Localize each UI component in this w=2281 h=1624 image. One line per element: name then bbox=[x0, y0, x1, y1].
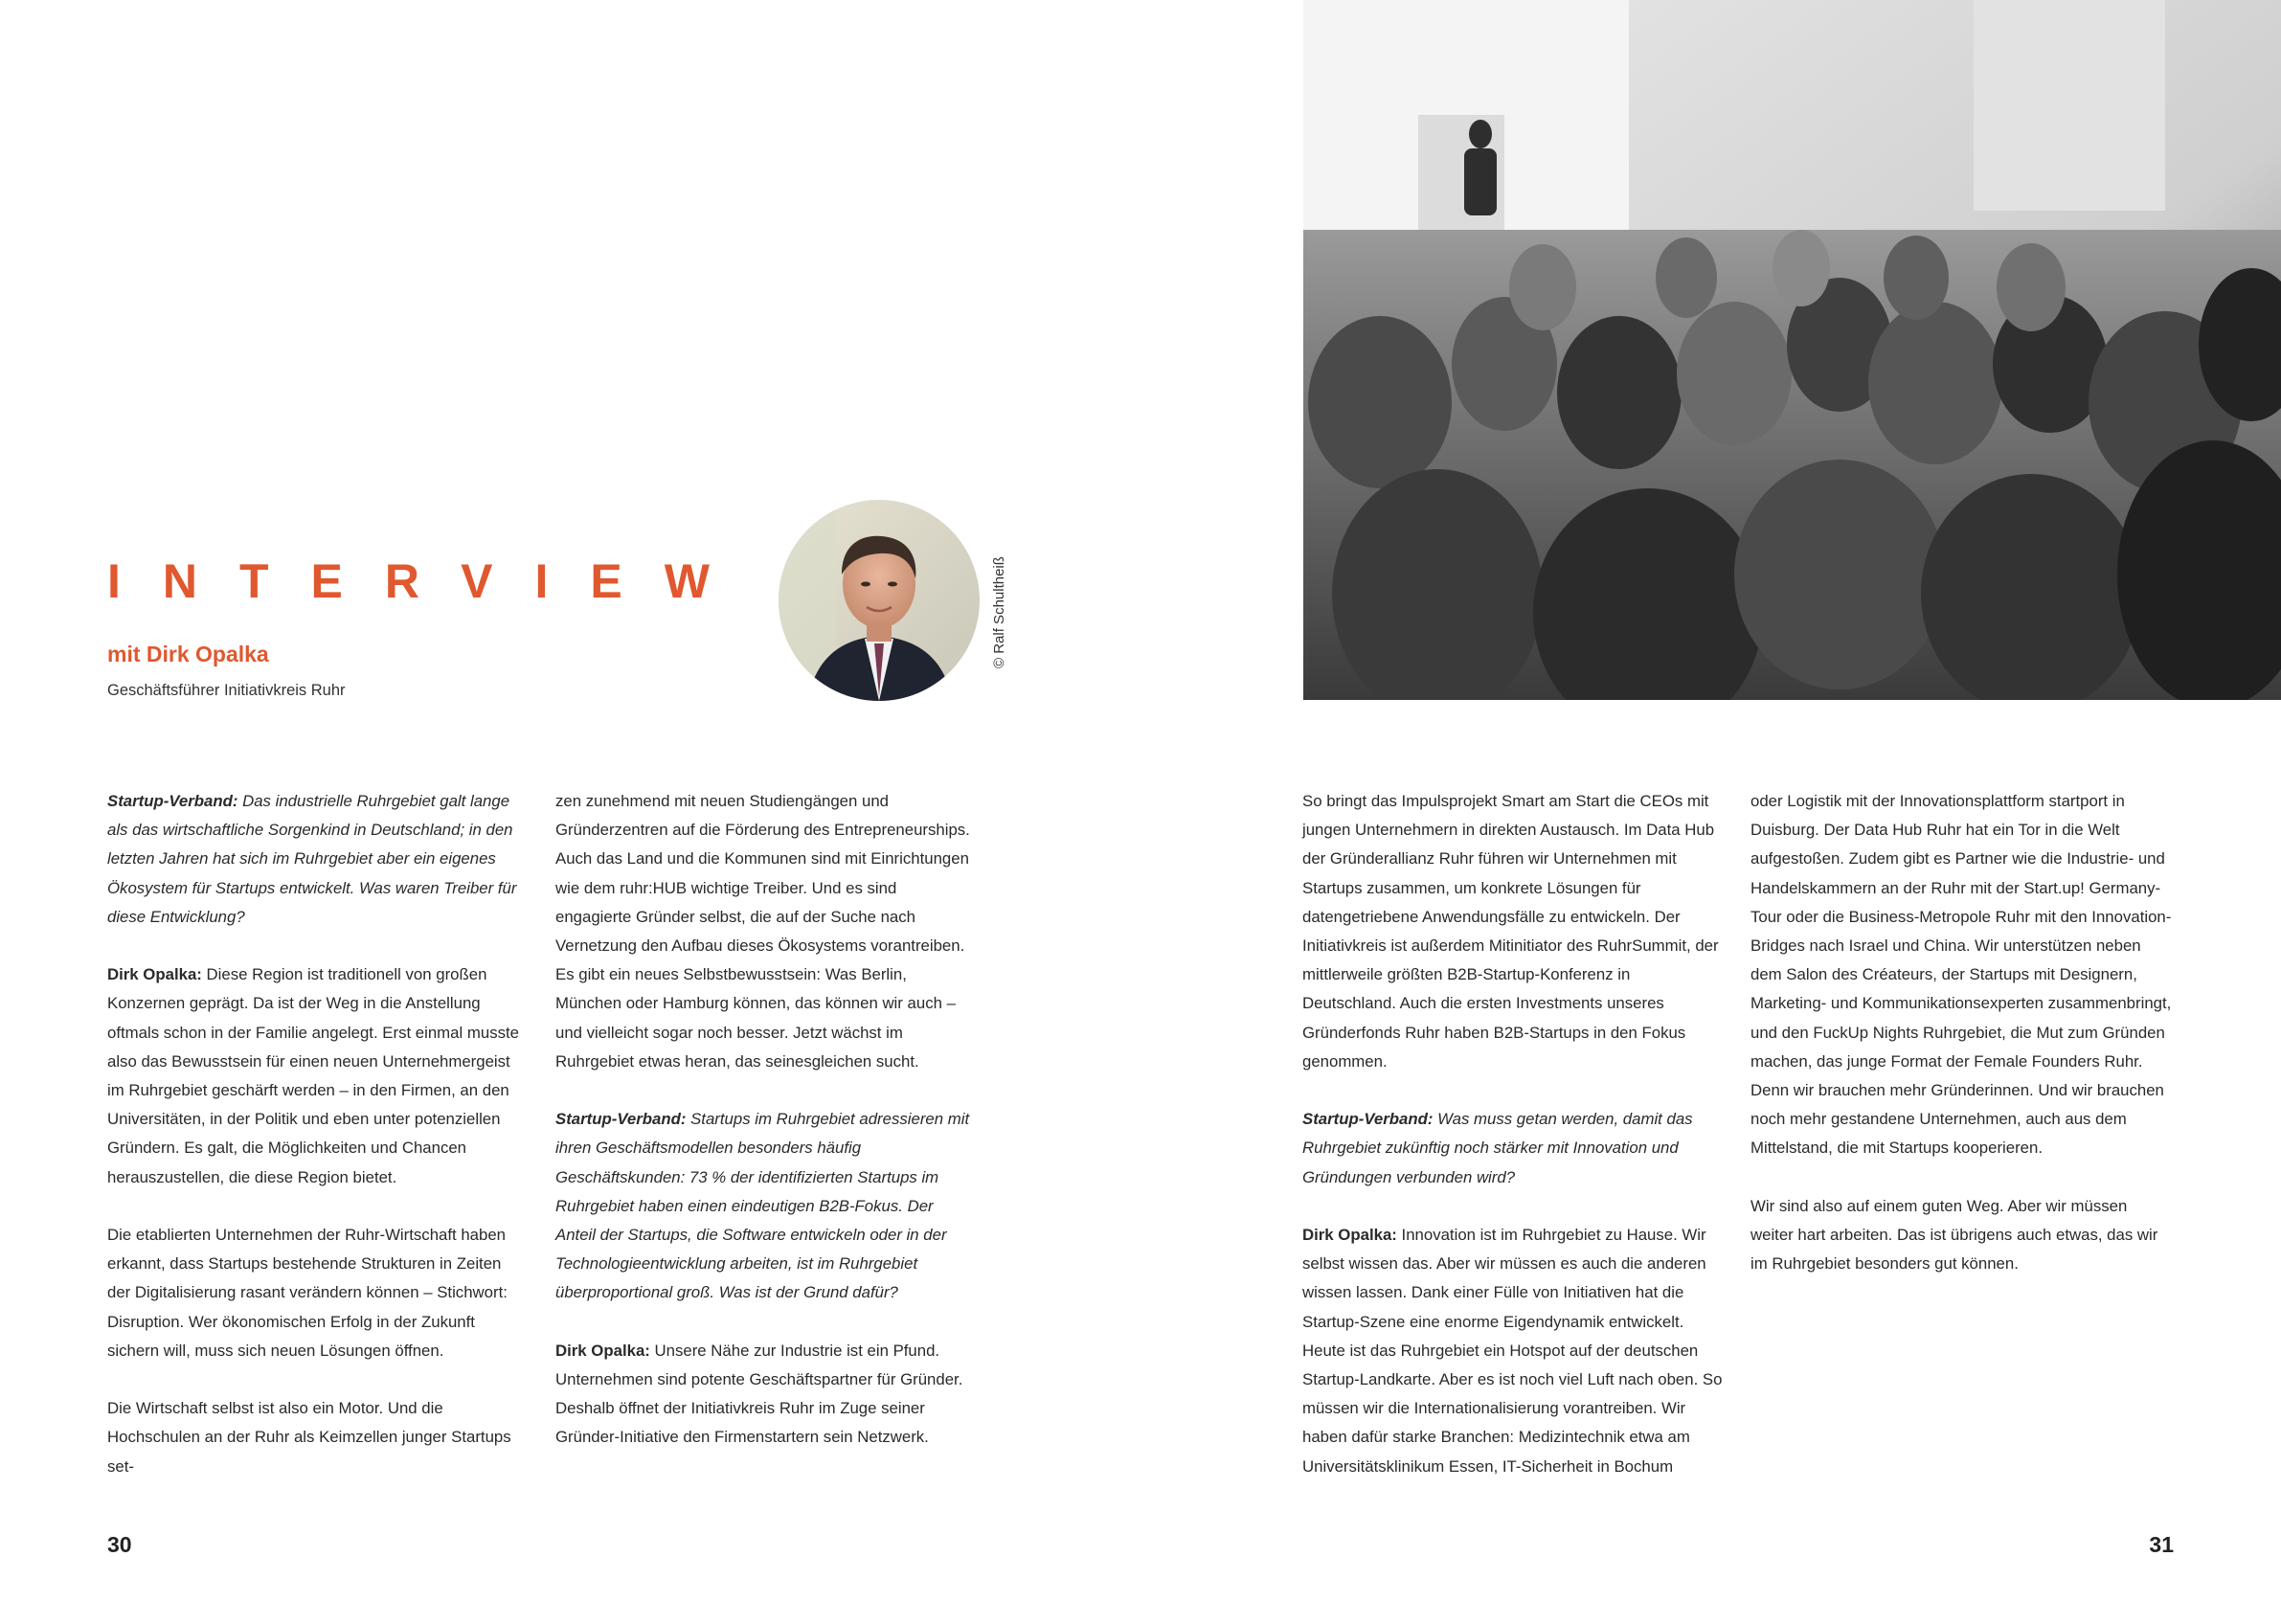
speaker-label: Startup-Verband: bbox=[555, 1110, 687, 1129]
paragraph-text: Diese Region ist traditionell von großen Konzernen geprägt. Da ist der Weg in die Anstellung oftmals schon in der Familie angelegt. Erst einmal musste also das Bewusstsein für einen neuen Unternehmergeist im Ruhrgebiet geschärft werden – in den Firmen, an den Universitäten, in der Politik und eben unter potenziellen Gründern. Es galt, die Möglichkeiten und Chancen herauszustellen, die diese Region bietet. bbox=[107, 965, 519, 1186]
speaker-label: Dirk Opalka: bbox=[1302, 1226, 1397, 1245]
text-column-1 bbox=[107, 787, 529, 1510]
speaker-label: Startup-Verband: bbox=[107, 792, 238, 810]
left-page bbox=[0, 0, 1140, 1624]
answer-paragraph bbox=[1302, 1221, 1724, 1481]
speaker-label: Dirk Opalka: bbox=[107, 965, 202, 984]
text-column-4 bbox=[1750, 787, 2172, 1308]
question-paragraph bbox=[555, 1105, 977, 1307]
audience-photo bbox=[1303, 0, 2281, 700]
answer-paragraph: zen zunehmend mit neuen Studiengängen und Gründerzentren auf die Förderung des Entrepreneurships. Auch das Land und die Kommunen sind mit Einrichtungen wie dem ruhr:HUB wichtige Treiber. Und es sind engagierte Gründer selbst, die auf der Suche nach Vernetzung den Aufbau dieses Ökosystems vorantreiben. Es gibt ein neues Selbstbewusstsein: Was Berlin, München oder Hamburg können, das können wir auch – und vielleicht sogar noch besser. Jetzt wächst im Ruhrgebiet etwas heran, das seinesgleichen sucht. bbox=[555, 792, 970, 1071]
answer-paragraph: Wir sind also auf einem guten Weg. Aber wir müssen weiter hart arbeiten. Das ist übrigens auch etwas, das wir im Ruhrgebiet besonders gut können. bbox=[1750, 1196, 2158, 1274]
answer-paragraph: Die etablierten Unternehmen der Ruhr-Wirtschaft haben erkannt, dass Startups bestehende Strukturen in Zeiten der Digitalisierung rasant verändern können – Stichwort: Disruption. Wer ökonomischen Erfolg in der Zukunft sichern will, muss sich neuen Lösungen öffnen. bbox=[107, 1226, 508, 1360]
text-column-2 bbox=[555, 787, 977, 1481]
paragraph-text: Startups im Ruhrgebiet adressieren mit ihren Geschäftsmodellen besonders häufig Geschäftskunden: 73 % der identifizierten Startups im Ruhrgebiet haben einen eindeutigen B2B-Fokus. Der Anteil der Startups, die Software entwickeln oder in der Technologieentwicklung arbeiten, ist im Ruhrgebiet überproportional groß. Was ist der Grund dafür? bbox=[555, 1110, 970, 1302]
page-number-right: 31 bbox=[2149, 1532, 2174, 1557]
text-column-3 bbox=[1302, 787, 1724, 1510]
interviewee-name: mit Dirk Opalka bbox=[107, 642, 269, 666]
photo-credit: © Ralf Schultheiß bbox=[991, 556, 1007, 668]
page-number-left: 30 bbox=[107, 1532, 132, 1557]
question-paragraph bbox=[1302, 1105, 1724, 1192]
question-paragraph bbox=[107, 787, 529, 932]
interview-title: INTERVIEW bbox=[107, 554, 752, 608]
paragraph-text: Innovation ist im Ruhrgebiet zu Hause. Wir selbst wissen das. Aber wir müssen es auch die anderen wissen lassen. Dank einer Fülle von Initiativen hat die Startup-Szene eine enorme Eigendynamik entwickelt. Heute ist das Ruhrgebiet ein Hotspot auf der deutschen Startup-Landkarte. Aber es ist noch viel Luft nach oben. So müssen wir die Internationalisierung vorantreiben. Wir haben dafür starke Branchen: Medizintechnik etwa am Universitätsklinikum Essen, IT-Sicherheit in Bochum bbox=[1302, 1226, 1723, 1476]
paragraph-text: Das industrielle Ruhrgebiet galt lange als das wirtschaftliche Sorgenkind in Deutschland; in den letzten Jahren hat sich im Ruhrgebiet aber ein eigenes Ökosystem für Startups entwickelt. Was waren Treiber für diese Entwicklung? bbox=[107, 792, 517, 926]
answer-paragraph bbox=[107, 960, 529, 1192]
right-page bbox=[1140, 0, 2281, 1624]
answer-paragraph: So bringt das Impulsprojekt Smart am Start die CEOs mit jungen Unternehmern in direkten Austausch. Im Data Hub der Gründerallianz Ruhr führen wir Unternehmen mit Startups zusammen, um konkrete Lösungen für datengetriebene Anwendungsfälle zu entwickeln. Der Initiativkreis ist außerdem Mitinitiator des RuhrSummit, der mittlerweile größten B2B-Startup-Konferenz in Deutschland. Auch die ersten Investments unseres Gründerfonds Ruhr haben B2B-Startups in den Fokus genommen. bbox=[1302, 792, 1719, 1071]
paragraph-text: Was muss getan werden, damit das Ruhrgebiet zukünftig noch stärker mit Innovation und Gründungen verbunden wird? bbox=[1302, 1110, 1693, 1186]
interviewee-role: Geschäftsführer Initiativkreis Ruhr bbox=[107, 682, 346, 699]
answer-paragraph bbox=[555, 1337, 977, 1453]
paragraph-text: Unsere Nähe zur Industrie ist ein Pfund. Unternehmen sind potente Geschäftspartner für Gründer. Deshalb öffnet der Initiativkreis Ruhr im Zuge seiner Gründer-Initiative den Firmenstartern sein Netzwerk. bbox=[555, 1341, 963, 1447]
answer-paragraph: Die Wirtschaft selbst ist also ein Motor. Und die Hochschulen an der Ruhr als Keimzellen junger Startups set- bbox=[107, 1399, 511, 1476]
speaker-label: Startup-Verband: bbox=[1302, 1110, 1434, 1129]
answer-paragraph: oder Logistik mit der Innovationsplattform startport in Duisburg. Der Data Hub Ruhr hat ein Tor in die Welt aufgestoßen. Zudem gibt es Partner wie die Industrie- und Handelskammern an der Ruhr mit der Start.up! Germany-Tour oder die Business-Metropole Ruhr mit den Innovation-Bridges nach Israel und China. Wir unterstützen neben dem Salon des Créateurs, der Startups mit Designern, Marketing- und Kommunikationsexperten zusammenbringt, und den FuckUp Nights Ruhrgebiet, die Mut zum Gründen machen, das junge Format der Female Founders Ruhr. Denn wir brauchen mehr Gründerinnen. Und wir brauchen noch mehr gestandene Unternehmen, auch aus dem Mittelstand, die mit Startups kooperieren. bbox=[1750, 792, 2172, 1158]
portrait-photo bbox=[779, 500, 980, 701]
speaker-label: Dirk Opalka: bbox=[555, 1341, 650, 1360]
